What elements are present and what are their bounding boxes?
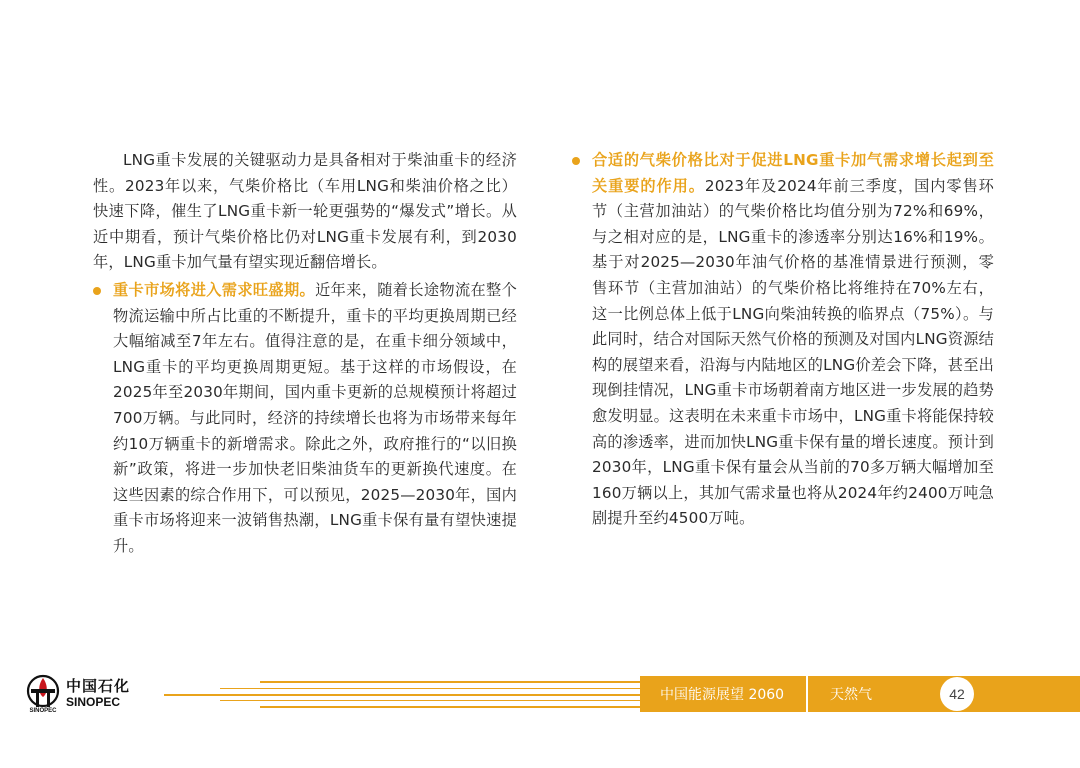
intro-paragraph: LNG重卡发展的关键驱动力是具备相对于柴油重卡的经济性。2023年以来，气柴价格比（车用LNG和柴油价格之比）快速下降，催生了LNG重卡新一轮更强势的“爆发式”增长。从近中期看，预计气柴价格比仍对LNG重卡发展有利，到2030年，LNG重卡加气量有望实现近翻倍增长。 <box>93 151 517 272</box>
right-column <box>572 148 994 532</box>
section-name: 天然气 <box>830 687 872 703</box>
decorative-rule <box>260 706 640 708</box>
bullet-highlight: 合适的气柴价格比对于促进LNG重卡加气需求增长起到至关重要的作用。 <box>592 151 994 195</box>
decorative-rule <box>220 688 640 689</box>
bullet-body: 近年来，随着长途物流在整个物流运输中所占比重的不断提升，重卡的平均更换周期已经大幅缩减至7年左右。值得注意的是，在重卡细分领域中，LNG重卡的平均更换周期更短。基于这样的市场假设，在2025年至2030年期间，国内重卡更新的总规模预计将超过700万辆。与此同时，经济的持续增长也将为市场带来每年约10万辆重卡的新增需求。除此之外，政府推行的“以旧换新”政策，将进一步加快老旧柴油货车的更新换代速度。在这些因素的综合作用下，可以预见，2025—2030年，国内重卡市场将迎来一波销售热潮，LNG重卡保有量有望快速提升。 <box>113 280 517 555</box>
footer-divider <box>806 676 808 712</box>
logo-mark-text: SINOPEC <box>29 708 57 713</box>
bullet-paragraph-price-ratio <box>572 148 994 532</box>
bullet-paragraph-truck-demand <box>93 278 517 560</box>
bullet-body: 2023年及2024年前三季度，国内零售环节（主营加油站）的气柴价格比均值分别为72%和69%，与之相对应的是，LNG重卡的渗透率分别达16%和19%。基于对2025—2030年油气价格的基准情景进行预测，零售环节（主营加油站）的气柴价格比将维持在70%左右，这一比例总体上低于LNG向柴油转换的临界点（75%）。与此同时，结合对国际天然气价格的预测及对国内LNG资源结构的展望来看，沿海与内陆地区的LNG价差会下降，甚至出现倒挂情况，LNG重卡市场朝着南方地区进一步发展的趋势愈发明显。这表明在未来重卡市场中，LNG重卡将能保持较高的渗透率，进而加快LNG重卡保有量的增长速度。预计到2030年，LNG重卡保有量会从当前的70多万辆大幅增加至160万辆以上，其加气需求量也将从2024年约2400万吨急剧提升至约4500万吨。 <box>592 176 994 528</box>
decorative-rule <box>164 694 640 696</box>
bullet-highlight: 重卡市场将进入需求旺盛期。 <box>113 280 316 299</box>
bullet-dot-icon <box>572 157 580 165</box>
sinopec-logo-icon <box>24 673 62 713</box>
logo-chinese-name: 中国石化 <box>66 677 131 695</box>
decorative-rule <box>260 681 640 683</box>
left-column <box>93 148 517 560</box>
decorative-rule <box>220 700 640 701</box>
logo-english-name: SINOPEC <box>66 695 121 709</box>
report-title: 中国能源展望 2060 <box>660 687 785 703</box>
page-number: 42 <box>940 677 974 711</box>
bullet-dot-icon <box>93 287 101 295</box>
sinopec-logo <box>24 673 132 717</box>
